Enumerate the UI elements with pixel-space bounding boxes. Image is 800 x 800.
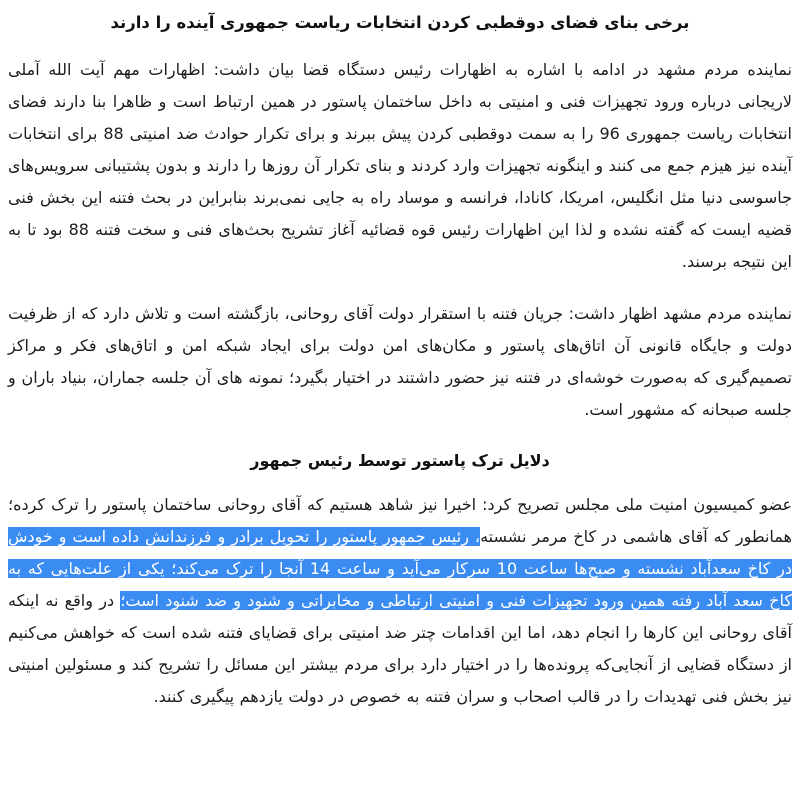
article-title: برخی بنای فضای دوقطبی کردن انتخابات ریاست جمهوری آینده را دارند	[110, 13, 690, 32]
selected-text-highlight[interactable]: ، رئیس جمهور پاستور را تحویل برادر و فرزندانش داده است و خودش در کاخ سعدآباد نشسته و صبح‌ها ساعت 10 سرکار می‌آید و ساعت 14 آنجا را ترک می‌کند؛ یکی از علت‌هایی که به کاخ سعد آباد رفته همین ورود تجهیزات فنی و امنیتی ارتباطی و مخابراتی و شنود و ضد شنود است؛	[8, 527, 793, 611]
paragraph-3-text-after-selection: در واقع نه اینکه آقای روحانی این کارها را انجام دهد، اما این اقدامات چتر ضد امنیتی برای قضایای فتنه شده است که خواهش می‌کنیم از دستگاه قضایی از آنجایی‌که پرونده‌ها را در اختیار دارد برای مردم بیشتر این مسائل را تشریح کند و مسئولین امنیتی نیز بخش فنی تهدیدات را در قالب اصحاب و سران فتنه به خصوص در دولت یازدهم پیگیری کنند.	[8, 591, 792, 707]
article-paragraph-2: نماینده مردم مشهد اظهار داشت: جریان فتنه با استقرار دولت آقای روحانی، بازگشته است و تلاش دارد که از ظرفیت دولت و جایگاه قانونی آن اتاق‌های پاستور و مکان‌های امن دولت برای ایجاد شبکه امن و اتاق‌های فکر و مراکز تصمیم‌گیری که به‌صورت خوشه‌ای در فتنه نیز حضور داشتند در اختیار بگیرد؛ نمونه های آن جلسه جماران، بنیاد باران و جلسه صبحانه که مشهور است.	[8, 303, 792, 419]
article-paragraph-1: نماینده مردم مشهد در ادامه با اشاره به اظهارات رئیس دستگاه قضا بیان داشت: اظهارات مهم آیت الله آملی لاریجانی درباره ورود تجهیزات فنی و امنیتی به داخل ساختمان پاستور در همین ارتباط است و ظاهرا بنا دارند فضای انتخابات ریاست جمهوری 96 را به سمت دوقطبی کردن پیش ببرند و برای تکرار حوادث ضد امنیتی 88 برای انتخابات آینده نیز هیزم جمع می کنند و اینگونه تجهیزات وارد کردند و بنای تکرار آن روزها را دارند و بدون پشتیبانی سرویس‌های جاسوسی دنیا مثل انگلیس، امریکا، کانادا، فرانسه و موساد راه به جایی نمی‌برند بنابراین در بحث فتنه این بخش فنی قضیه ایست که گفته نشده و لذا این اظهارات رئیس قوه قضائیه آغاز تشریح بحث‌های فنی و سخت فتنه 88 بود تا به این نتیجه برسند.	[8, 59, 793, 271]
paragraph-3-text-before-selection: عضو کمیسیون امنیت ملی مجلس تصریح کرد: اخیرا نیز شاهد هستیم که آقای روحانی ساختمان پاستور را ترک کرده؛ همانطور که آقای هاشمی در کاخ مرمر نشسته	[8, 495, 792, 547]
article-paragraph-3	[8, 489, 792, 713]
section-heading-reasons: دلایل ترک پاستور توسط رئیس جمهور	[250, 450, 550, 470]
